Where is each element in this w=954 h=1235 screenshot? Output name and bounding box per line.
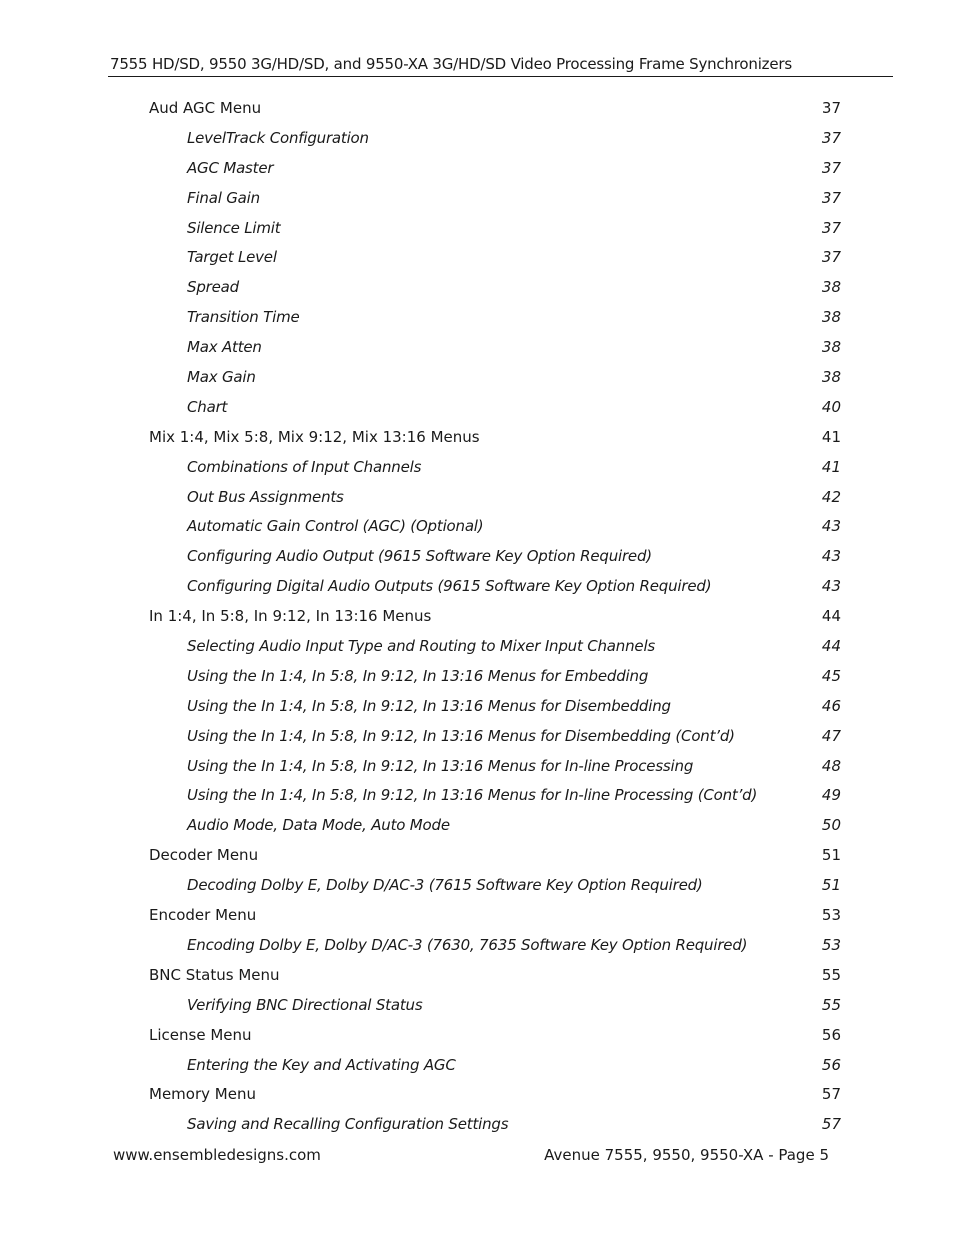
toc-entry	[0, 486, 954, 516]
toc-entry-title: Using the In 1:4, In 5:8, In 9:12, In 13:16 Menus for Disembedding (Cont’d)	[187, 726, 735, 745]
toc-entry-title: Spread	[187, 278, 239, 297]
toc-entry	[0, 665, 954, 695]
toc-entry	[0, 426, 954, 456]
toc-entry-title: Decoding Dolby E, Dolby D/AC-3 (7615 Software Key Option Required)	[187, 876, 703, 895]
toc-entry-page-number: 38	[821, 308, 841, 327]
table-of-contents	[0, 97, 954, 1143]
toc-entry-page-number: 38	[821, 368, 841, 387]
toc-entry-page-number: 55	[821, 995, 841, 1014]
header-divider	[108, 76, 893, 77]
toc-entry-title: Encoding Dolby E, Dolby D/AC-3 (7630, 7635 Software Key Option Required)	[187, 935, 748, 954]
toc-entry-page-number: 37	[821, 188, 841, 207]
toc-entry	[0, 725, 954, 755]
toc-entry-page-number: 47	[821, 726, 841, 745]
toc-entry-title: Transition Time	[187, 308, 300, 327]
toc-entry-title: Max Atten	[187, 338, 262, 357]
toc-entry-title: Using the In 1:4, In 5:8, In 9:12, In 13:16 Menus for Disembedding	[187, 696, 671, 715]
toc-entry-page-number: 56	[821, 1055, 841, 1074]
toc-entry-page-number: 41	[821, 427, 841, 446]
toc-entry-title: Entering the Key and Activating AGC	[187, 1055, 456, 1074]
toc-entry-page-number: 49	[821, 786, 841, 805]
toc-entry	[0, 276, 954, 306]
toc-entry	[0, 246, 954, 276]
toc-entry-page-number: 57	[821, 1115, 841, 1134]
toc-entry	[0, 695, 954, 725]
toc-entry	[0, 217, 954, 247]
toc-entry-title: Selecting Audio Input Type and Routing to Mixer Input Channels	[187, 637, 656, 656]
toc-entry-page-number: 38	[821, 338, 841, 357]
toc-entry-title: Encoder Menu	[149, 906, 257, 925]
toc-entry-page-number: 37	[821, 218, 841, 237]
toc-entry	[0, 1113, 954, 1143]
toc-entry-title: Out Bus Assignments	[187, 487, 344, 506]
toc-entry-page-number: 38	[821, 278, 841, 297]
toc-entry	[0, 814, 954, 844]
toc-entry	[0, 545, 954, 575]
toc-entry	[0, 306, 954, 336]
toc-entry	[0, 1054, 954, 1084]
toc-entry-page-number: 43	[821, 577, 841, 596]
toc-entry-page-number: 43	[821, 517, 841, 536]
toc-entry-title: Configuring Audio Output (9615 Software Key Option Required)	[187, 547, 652, 566]
toc-entry-title: Using the In 1:4, In 5:8, In 9:12, In 13:16 Menus for In-line Processing (Cont’d)	[187, 786, 758, 805]
toc-entry-page-number: 44	[821, 637, 841, 656]
toc-entry-page-number: 41	[821, 457, 841, 476]
toc-entry-title: Using the In 1:4, In 5:8, In 9:12, In 13:16 Menus for Embedding	[187, 666, 649, 685]
toc-entry	[0, 1024, 954, 1054]
toc-entry-page-number: 37	[821, 158, 841, 177]
toc-entry	[0, 755, 954, 785]
toc-entry-title: Saving and Recalling Configuration Settings	[187, 1115, 509, 1134]
toc-entry-page-number: 46	[821, 696, 841, 715]
toc-entry-page-number: 42	[821, 487, 841, 506]
toc-entry	[0, 157, 954, 187]
toc-entry-page-number: 53	[821, 935, 841, 954]
toc-entry-title: Automatic Gain Control (AGC) (Optional)	[187, 517, 484, 536]
toc-entry-page-number: 55	[821, 965, 841, 984]
toc-entry-page-number: 48	[821, 756, 841, 775]
toc-entry-page-number: 50	[821, 816, 841, 835]
toc-entry-title: Configuring Digital Audio Outputs (9615 Software Key Option Required)	[187, 577, 712, 596]
toc-entry	[0, 784, 954, 814]
toc-entry-page-number: 51	[821, 876, 841, 895]
toc-entry-title: Verifying BNC Directional Status	[187, 995, 423, 1014]
toc-entry-page-number: 37	[821, 248, 841, 267]
toc-entry-page-number: 37	[821, 99, 841, 117]
toc-entry	[0, 874, 954, 904]
toc-entry-page-number: 57	[821, 1085, 841, 1104]
toc-entry-title: Decoder Menu	[149, 846, 259, 865]
toc-entry	[0, 964, 954, 994]
toc-entry-title: Final Gain	[187, 188, 260, 207]
toc-entry	[0, 605, 954, 635]
toc-entry-page-number: 44	[821, 607, 841, 626]
toc-entry-page-number: 45	[821, 666, 841, 685]
toc-entry-page-number: 37	[821, 128, 841, 147]
toc-entry	[0, 515, 954, 545]
toc-entry-title: Memory Menu	[149, 1085, 256, 1104]
toc-entry-page-number: 56	[821, 1025, 841, 1044]
toc-entry	[0, 97, 954, 127]
toc-entry-page-number: 43	[821, 547, 841, 566]
footer-website: www.ensembledesigns.com	[113, 1146, 321, 1164]
toc-entry-title: Chart	[187, 397, 228, 416]
toc-entry-title: Target Level	[187, 248, 277, 267]
toc-entry	[0, 456, 954, 486]
toc-entry-title: In 1:4, In 5:8, In 9:12, In 13:16 Menus	[149, 607, 432, 626]
toc-entry-title: Audio Mode, Data Mode, Auto Mode	[187, 816, 450, 835]
toc-entry	[0, 127, 954, 157]
toc-entry-title: License Menu	[149, 1025, 252, 1044]
toc-entry	[0, 844, 954, 874]
toc-entry-title: Aud AGC Menu	[149, 99, 262, 117]
toc-entry	[0, 934, 954, 964]
toc-entry	[0, 1083, 954, 1113]
toc-entry	[0, 336, 954, 366]
toc-entry	[0, 396, 954, 426]
toc-entry-title: Max Gain	[187, 368, 256, 387]
toc-entry	[0, 994, 954, 1024]
toc-entry-page-number: 40	[821, 397, 841, 416]
toc-entry-title: Mix 1:4, Mix 5:8, Mix 9:12, Mix 13:16 Menus	[149, 427, 480, 446]
toc-entry-page-number: 53	[821, 906, 841, 925]
toc-entry-title: Using the In 1:4, In 5:8, In 9:12, In 13:16 Menus for In-line Processing	[187, 756, 694, 775]
toc-entry-title: Combinations of Input Channels	[187, 457, 422, 476]
toc-entry	[0, 575, 954, 605]
toc-entry	[0, 366, 954, 396]
toc-entry-title: Silence Limit	[187, 218, 281, 237]
toc-entry-title: LevelTrack Configuration	[187, 128, 369, 147]
toc-entry	[0, 187, 954, 217]
running-header: 7555 HD/SD, 9550 3G/HD/SD, and 9550-XA 3G/HD/SD Video Processing Frame Synchronizers	[110, 55, 792, 73]
footer-page-label: Avenue 7555, 9550, 9550-XA - Page 5	[544, 1146, 829, 1164]
toc-entry	[0, 635, 954, 665]
toc-entry-title: BNC Status Menu	[149, 965, 280, 984]
toc-entry-page-number: 51	[821, 846, 841, 865]
toc-entry	[0, 904, 954, 934]
toc-entry-title: AGC Master	[187, 158, 274, 177]
